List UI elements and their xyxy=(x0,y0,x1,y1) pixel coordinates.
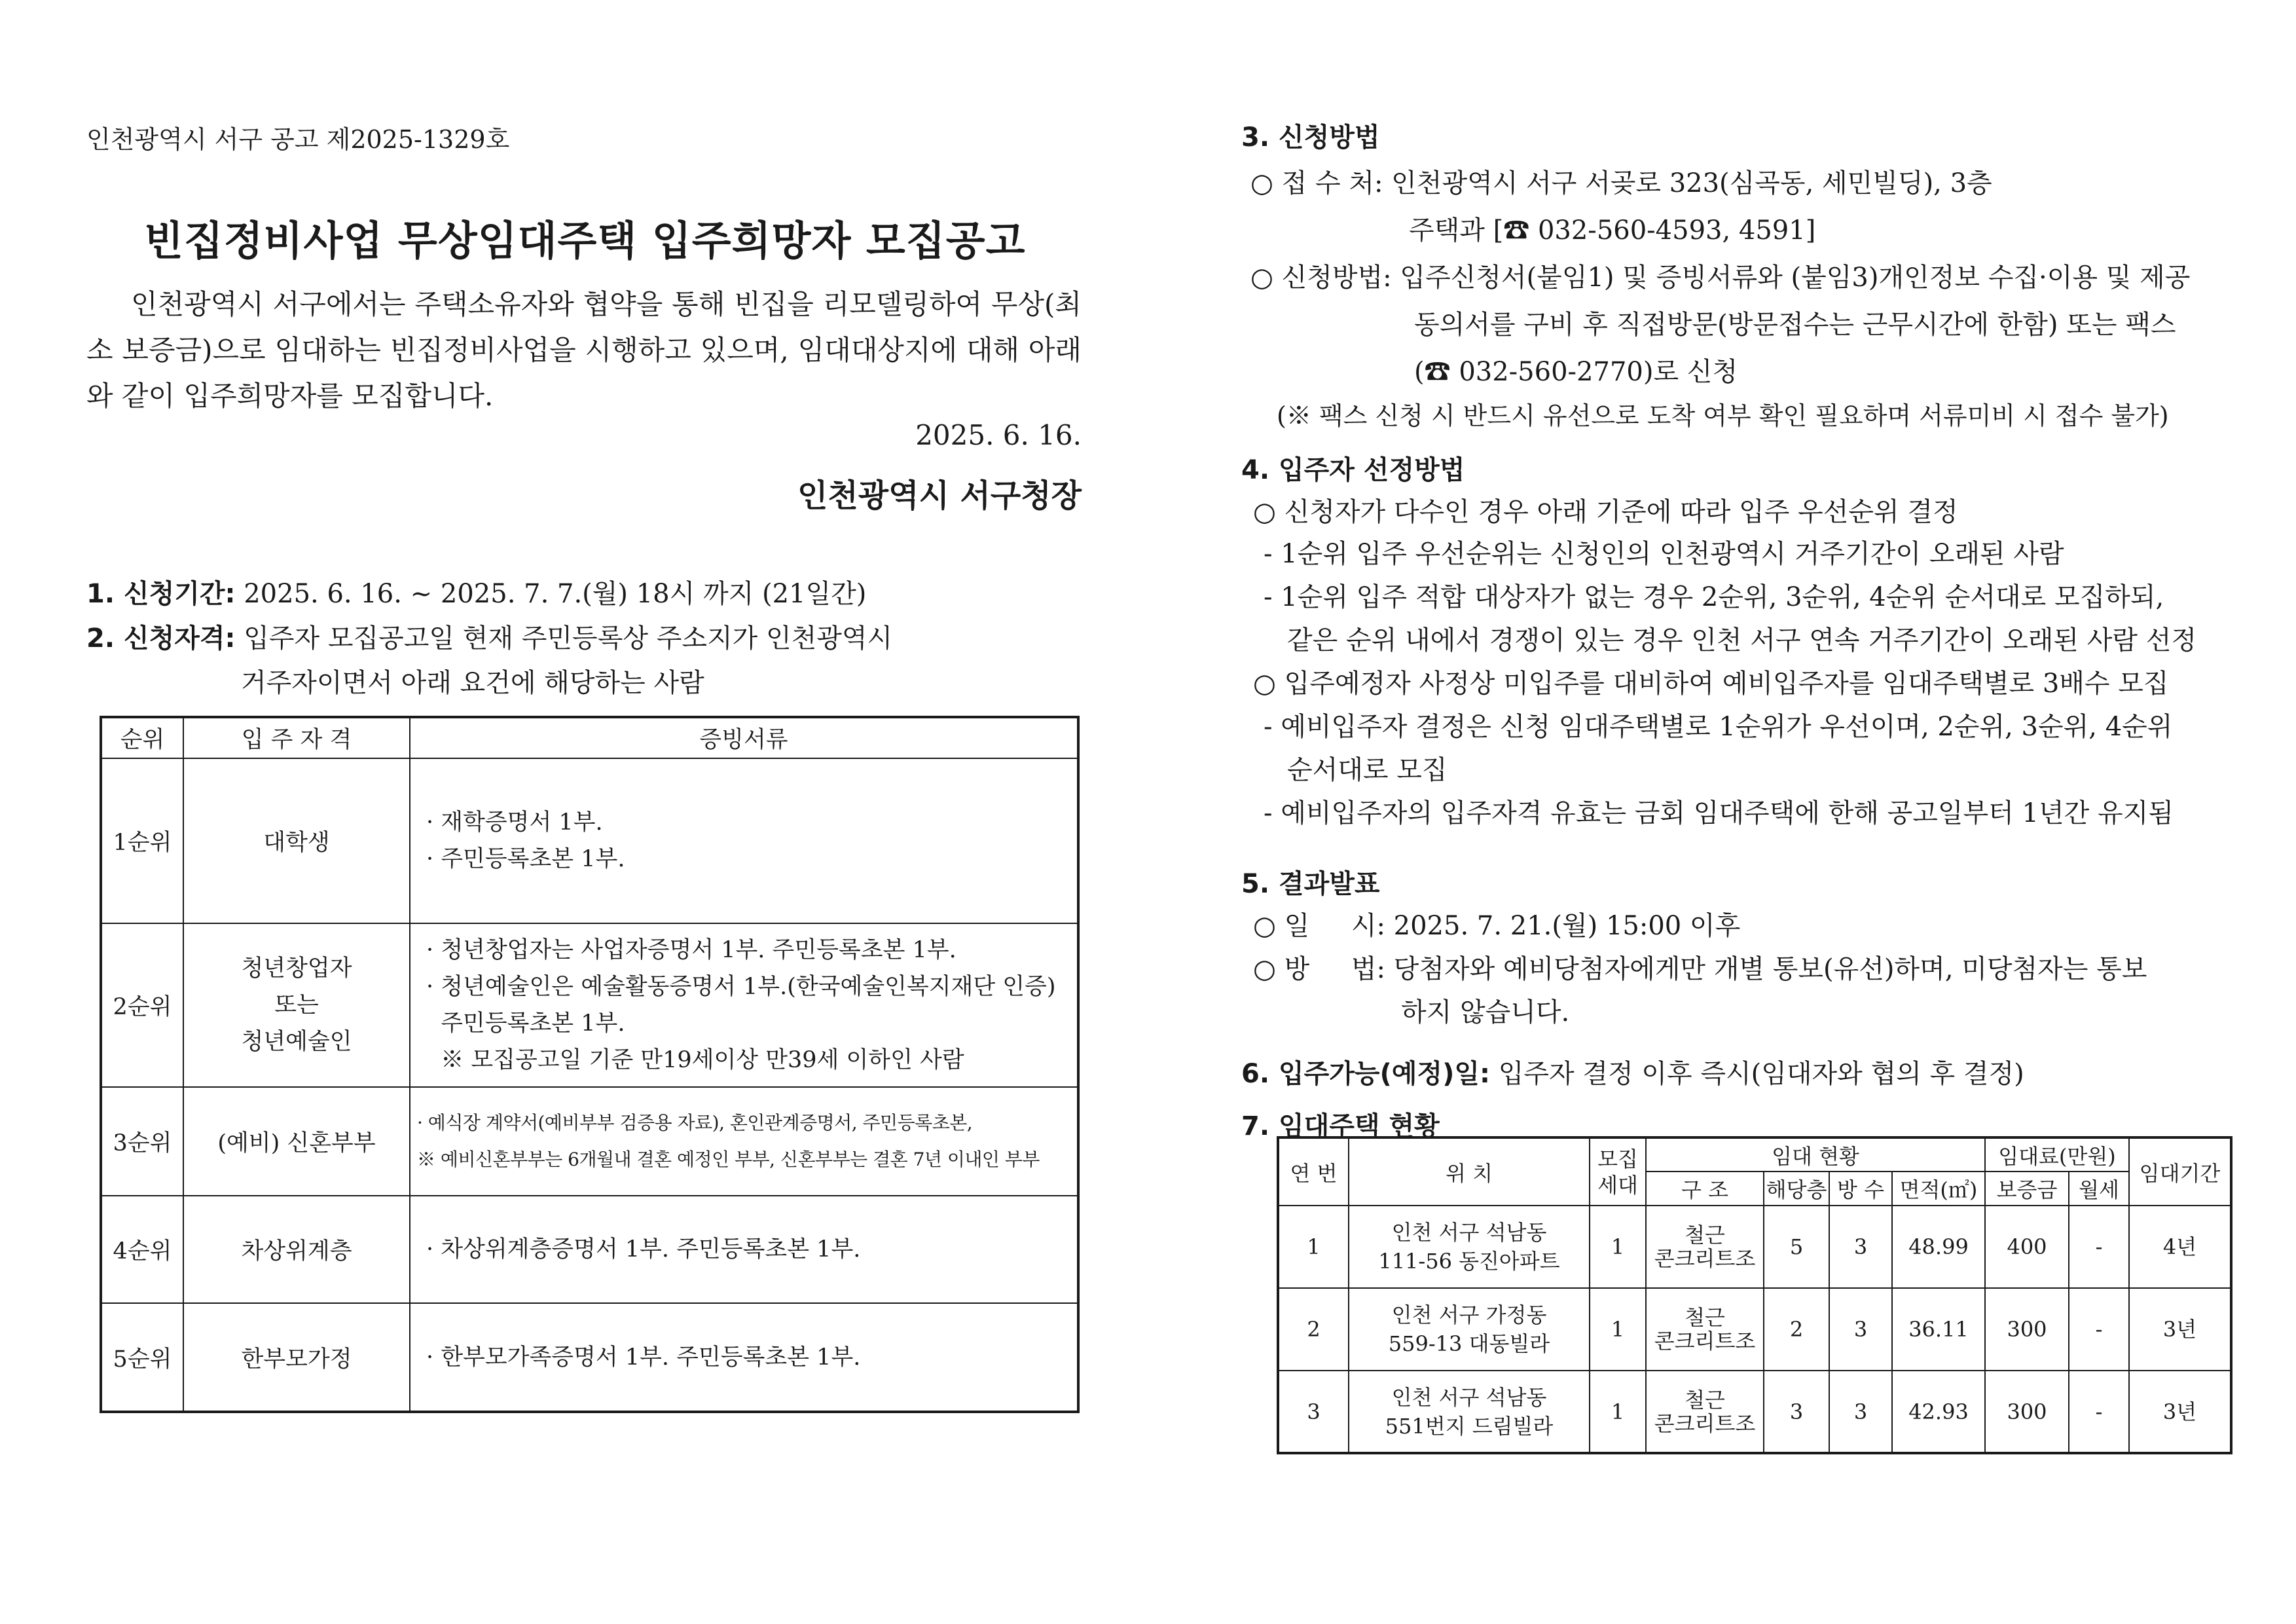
header-text: 모집 xyxy=(1597,1146,1638,1172)
section-1-text: 2025. 6. 16. ~ 2025. 7. 7.(월) 18시 까지 (21일간) xyxy=(244,579,867,609)
deposit-cell: 300 xyxy=(1985,1288,2069,1371)
location-line: 인천 서구 석남동 xyxy=(1391,1384,1547,1410)
units-cell: 1 xyxy=(1590,1206,1646,1288)
rooms-cell: 3 xyxy=(1829,1371,1892,1453)
rooms-cell: 3 xyxy=(1829,1206,1892,1288)
location-line: 인천 서구 가정동 xyxy=(1391,1302,1547,1327)
period-cell: 3년 xyxy=(2129,1288,2231,1371)
col-header-location: 위 치 xyxy=(1349,1137,1590,1206)
area-cell: 36.11 xyxy=(1892,1288,1985,1371)
qualification-text: 또는 xyxy=(274,992,319,1018)
units-cell: 1 xyxy=(1590,1371,1646,1453)
location-line: 551번지 드림빌라 xyxy=(1385,1413,1554,1439)
location-line: 인천 서구 석남동 xyxy=(1391,1220,1547,1245)
no-cell: 1 xyxy=(1278,1206,1349,1288)
rental-housing-table xyxy=(1277,1136,2232,1454)
section-5-heading xyxy=(1241,863,1380,900)
section-4-line: ○ 신청자가 다수인 경우 아래 기준에 따라 입주 우선순위 결정 xyxy=(1253,497,1958,527)
location-line: 559-13 대동빌라 xyxy=(1388,1331,1550,1356)
header-text: 세대 xyxy=(1597,1172,1638,1198)
qualification-cell xyxy=(183,1303,410,1412)
section-3-heading xyxy=(1241,117,1380,154)
section-4-heading xyxy=(1241,449,1465,487)
rank-cell: 2순위 xyxy=(101,923,183,1087)
issuer: 인천광역시 서구청장 xyxy=(797,477,1082,514)
documents-cell xyxy=(410,758,1078,923)
structure-line: 콘크리트조 xyxy=(1654,1329,1756,1354)
section-5-label: 5. 결과발표 xyxy=(1241,869,1380,899)
document-line: 주민등록초본 1부. xyxy=(426,1010,625,1037)
section-4-line: - 1순위 입주 적합 대상자가 없는 경우 2순위, 3순위, 4순위 순서대로 모집하되, xyxy=(1264,582,2164,612)
section-7-label: 7. 임대주택 현황 xyxy=(1241,1111,1440,1141)
location-cell xyxy=(1349,1371,1590,1453)
section-5-line: ○ 방 법: 당첨자와 예비당첨자에게만 개별 통보(유선)하며, 미당첨자는 통보 xyxy=(1253,954,2147,984)
intro-paragraph: 인천광역시 서구에서는 주택소유자와 협약을 통해 빈집을 리모델링하여 무상(최소 보증금)으로 임대하는 빈집정비사업을 시행하고 있으며, 임대대상지에 대해 아래와 같이 입주희망자를 모집합니다. xyxy=(86,288,1082,412)
section-3-note: (※ 팩스 신청 시 반드시 유선으로 도착 여부 확인 필요하며 서류미비 시 접수 불가) xyxy=(1277,401,2169,430)
documents-cell xyxy=(410,1196,1078,1303)
no-cell: 2 xyxy=(1278,1288,1349,1371)
structure-cell xyxy=(1646,1371,1764,1453)
monthly-cell: - xyxy=(2069,1288,2129,1371)
document-line: ※ 예비신혼부부는 6개월내 결혼 예정인 부부, 신혼부부는 결혼 7년 이내인 부부 xyxy=(417,1149,1040,1170)
document-line: · 예식장 계약서(예비부부 검증용 자료), 혼인관계증명서, 주민등록초본, xyxy=(417,1112,973,1134)
rank-cell: 4순위 xyxy=(101,1196,183,1303)
col-header-area: 면적(㎡) xyxy=(1892,1172,1985,1206)
documents-cell xyxy=(410,1087,1078,1196)
documents-cell xyxy=(410,1303,1078,1412)
section-4-line: 같은 순위 내에서 경쟁이 있는 경우 인천 서구 연속 거주기간이 오래된 사람 선정 xyxy=(1287,625,2197,655)
document-line: · 청년예술인은 예술활동증명서 1부.(한국예술인복지재단 인증) xyxy=(426,974,1056,1000)
eligibility-table xyxy=(100,716,1080,1413)
monthly-cell: - xyxy=(2069,1206,2129,1288)
section-3-label: 3. 신청방법 xyxy=(1241,122,1380,153)
document-line: · 차상위계층증명서 1부. 주민등록초본 1부. xyxy=(426,1236,861,1263)
document-line: · 재학증명서 1부. xyxy=(426,809,603,836)
col-header-structure: 구 조 xyxy=(1646,1172,1764,1206)
location-cell xyxy=(1349,1288,1590,1371)
table-row xyxy=(1278,1288,2231,1371)
section-3-line: 동의서를 구비 후 직접방문(방문접수는 근무시간에 한함) 또는 팩스 xyxy=(1414,310,2176,340)
qualification-text: 청년예술인 xyxy=(241,1029,352,1055)
section-4-line: ○ 입주예정자 사정상 미입주를 대비하여 예비입주자를 임대주택별로 3배수 모집 xyxy=(1253,669,2169,699)
rooms-cell: 3 xyxy=(1829,1288,1892,1371)
col-header-deposit: 보증금 xyxy=(1985,1172,2069,1206)
col-header-rank: 순위 xyxy=(101,717,183,758)
col-header-monthly: 월세 xyxy=(2069,1172,2129,1206)
section-6 xyxy=(1241,1053,2024,1090)
qualification-cell xyxy=(183,758,410,923)
qualification-text: 차상위계층 xyxy=(241,1238,352,1264)
period-cell: 3년 xyxy=(2129,1371,2231,1453)
location-line: 111-56 동진아파트 xyxy=(1378,1249,1560,1274)
col-header-units xyxy=(1590,1137,1646,1206)
no-cell: 3 xyxy=(1278,1371,1349,1453)
section-5-line: 하지 않습니다. xyxy=(1401,997,1570,1027)
col-header-status: 임대 현황 xyxy=(1646,1137,1985,1172)
section-3-line: 주택과 [☎ 032-560-4593, 4591] xyxy=(1409,215,1816,246)
section-4-label: 4. 입주자 선정방법 xyxy=(1241,455,1465,485)
section-3-line: ○ 접 수 처: 인천광역시 서구 서곶로 323(심곡동, 세민빌딩), 3층 xyxy=(1250,168,1992,198)
structure-line: 철근 xyxy=(1685,1223,1725,1247)
announcement-date: 2025. 6. 16. xyxy=(915,419,1082,451)
structure-line: 콘크리트조 xyxy=(1654,1246,1756,1271)
qualification-cell xyxy=(183,923,410,1087)
deposit-cell: 300 xyxy=(1985,1371,2069,1453)
floor-cell: 5 xyxy=(1764,1206,1829,1288)
section-1-label: 1. 신청기간: xyxy=(86,579,236,609)
page-title: 빈집정비사업 무상임대주택 입주희망자 모집공고 xyxy=(144,217,1026,265)
section-4-line: 순서대로 모집 xyxy=(1287,755,1448,785)
col-header-rooms: 방 수 xyxy=(1829,1172,1892,1206)
col-header-documents: 증빙서류 xyxy=(410,717,1078,758)
section-4-line: - 1순위 입주 우선순위는 신청인의 인천광역시 거주기간이 오래된 사람 xyxy=(1264,539,2064,569)
table-row xyxy=(1278,1206,2231,1288)
table-row xyxy=(101,1303,1078,1412)
table-row xyxy=(101,1196,1078,1303)
qualification-text: 대학생 xyxy=(263,830,330,856)
document-line: · 한부모가족증명서 1부. 주민등록초본 1부. xyxy=(426,1344,861,1371)
document-line: · 주민등록초본 1부. xyxy=(426,846,625,872)
qualification-cell xyxy=(183,1087,410,1196)
document-line: · 청년창업자는 사업자증명서 1부. 주민등록초본 1부. xyxy=(426,937,957,963)
section-2-text-2: 거주자이면서 아래 요건에 해당하는 사람 xyxy=(241,668,704,698)
section-2-text-1: 입주자 모집공고일 현재 주민등록상 주소지가 인천광역시 xyxy=(244,623,893,654)
table-row xyxy=(101,1087,1078,1196)
col-header-floor: 해당층 xyxy=(1764,1172,1829,1206)
section-2-label: 2. 신청자격: xyxy=(86,623,236,654)
section-1 xyxy=(86,573,866,610)
document-line: ※ 모집공고일 기준 만19세이상 만39세 이하인 사람 xyxy=(426,1047,964,1073)
table-row xyxy=(101,923,1078,1087)
period-cell: 4년 xyxy=(2129,1206,2231,1288)
floor-cell: 2 xyxy=(1764,1288,1829,1371)
col-header-qualification: 입 주 자 격 xyxy=(183,717,410,758)
section-3-line: ○ 신청방법: 입주신청서(붙임1) 및 증빙서류와 (붙임3)개인정보 수집·이용 및 제공 xyxy=(1250,263,2191,293)
qualification-cell xyxy=(183,1196,410,1303)
structure-cell xyxy=(1646,1206,1764,1288)
table-header-row xyxy=(101,717,1078,758)
col-header-no: 연 번 xyxy=(1278,1137,1349,1206)
section-6-text: 입주자 결정 이후 즉시(임대자와 협의 후 결정) xyxy=(1498,1059,2024,1089)
rank-cell: 1순위 xyxy=(101,758,183,923)
table-row xyxy=(101,758,1078,923)
section-3-line: (☎ 032-560-2770)로 신청 xyxy=(1414,357,1738,387)
section-6-label: 6. 입주가능(예정)일: xyxy=(1241,1059,1490,1089)
floor-cell: 3 xyxy=(1764,1371,1829,1453)
rank-cell: 5순위 xyxy=(101,1303,183,1412)
structure-cell xyxy=(1646,1288,1764,1371)
col-header-rent: 임대료(만원) xyxy=(1985,1137,2129,1172)
area-cell: 48.99 xyxy=(1892,1206,1985,1288)
structure-line: 철근 xyxy=(1685,1387,1725,1412)
qualification-text: 청년창업자 xyxy=(241,955,352,982)
units-cell: 1 xyxy=(1590,1288,1646,1371)
col-header-period: 임대기간 xyxy=(2129,1137,2231,1206)
section-4-line: - 예비입주자의 입주자격 유효는 금회 임대주택에 한해 공고일부터 1년간 유지됨 xyxy=(1264,798,2174,828)
table-row xyxy=(1278,1371,2231,1453)
documents-cell xyxy=(410,923,1078,1087)
deposit-cell: 400 xyxy=(1985,1206,2069,1288)
structure-line: 철근 xyxy=(1685,1305,1725,1330)
location-cell xyxy=(1349,1206,1590,1288)
qualification-text: (예비) 신혼부부 xyxy=(217,1130,376,1156)
table-header-row xyxy=(1278,1137,2231,1172)
section-2 xyxy=(86,618,892,655)
structure-line: 콘크리트조 xyxy=(1654,1411,1756,1436)
section-5-line: ○ 일 시: 2025. 7. 21.(월) 15:00 이후 xyxy=(1253,911,1741,941)
area-cell: 42.93 xyxy=(1892,1371,1985,1453)
qualification-text: 한부모가정 xyxy=(241,1346,352,1373)
section-4-line: - 예비입주자 결정은 신청 임대주택별로 1순위가 우선이며, 2순위, 3순위, 4순위 xyxy=(1264,712,2173,742)
notice-number: 인천광역시 서구 공고 제2025-1329호 xyxy=(86,125,510,154)
rank-cell: 3순위 xyxy=(101,1087,183,1196)
monthly-cell: - xyxy=(2069,1371,2129,1453)
